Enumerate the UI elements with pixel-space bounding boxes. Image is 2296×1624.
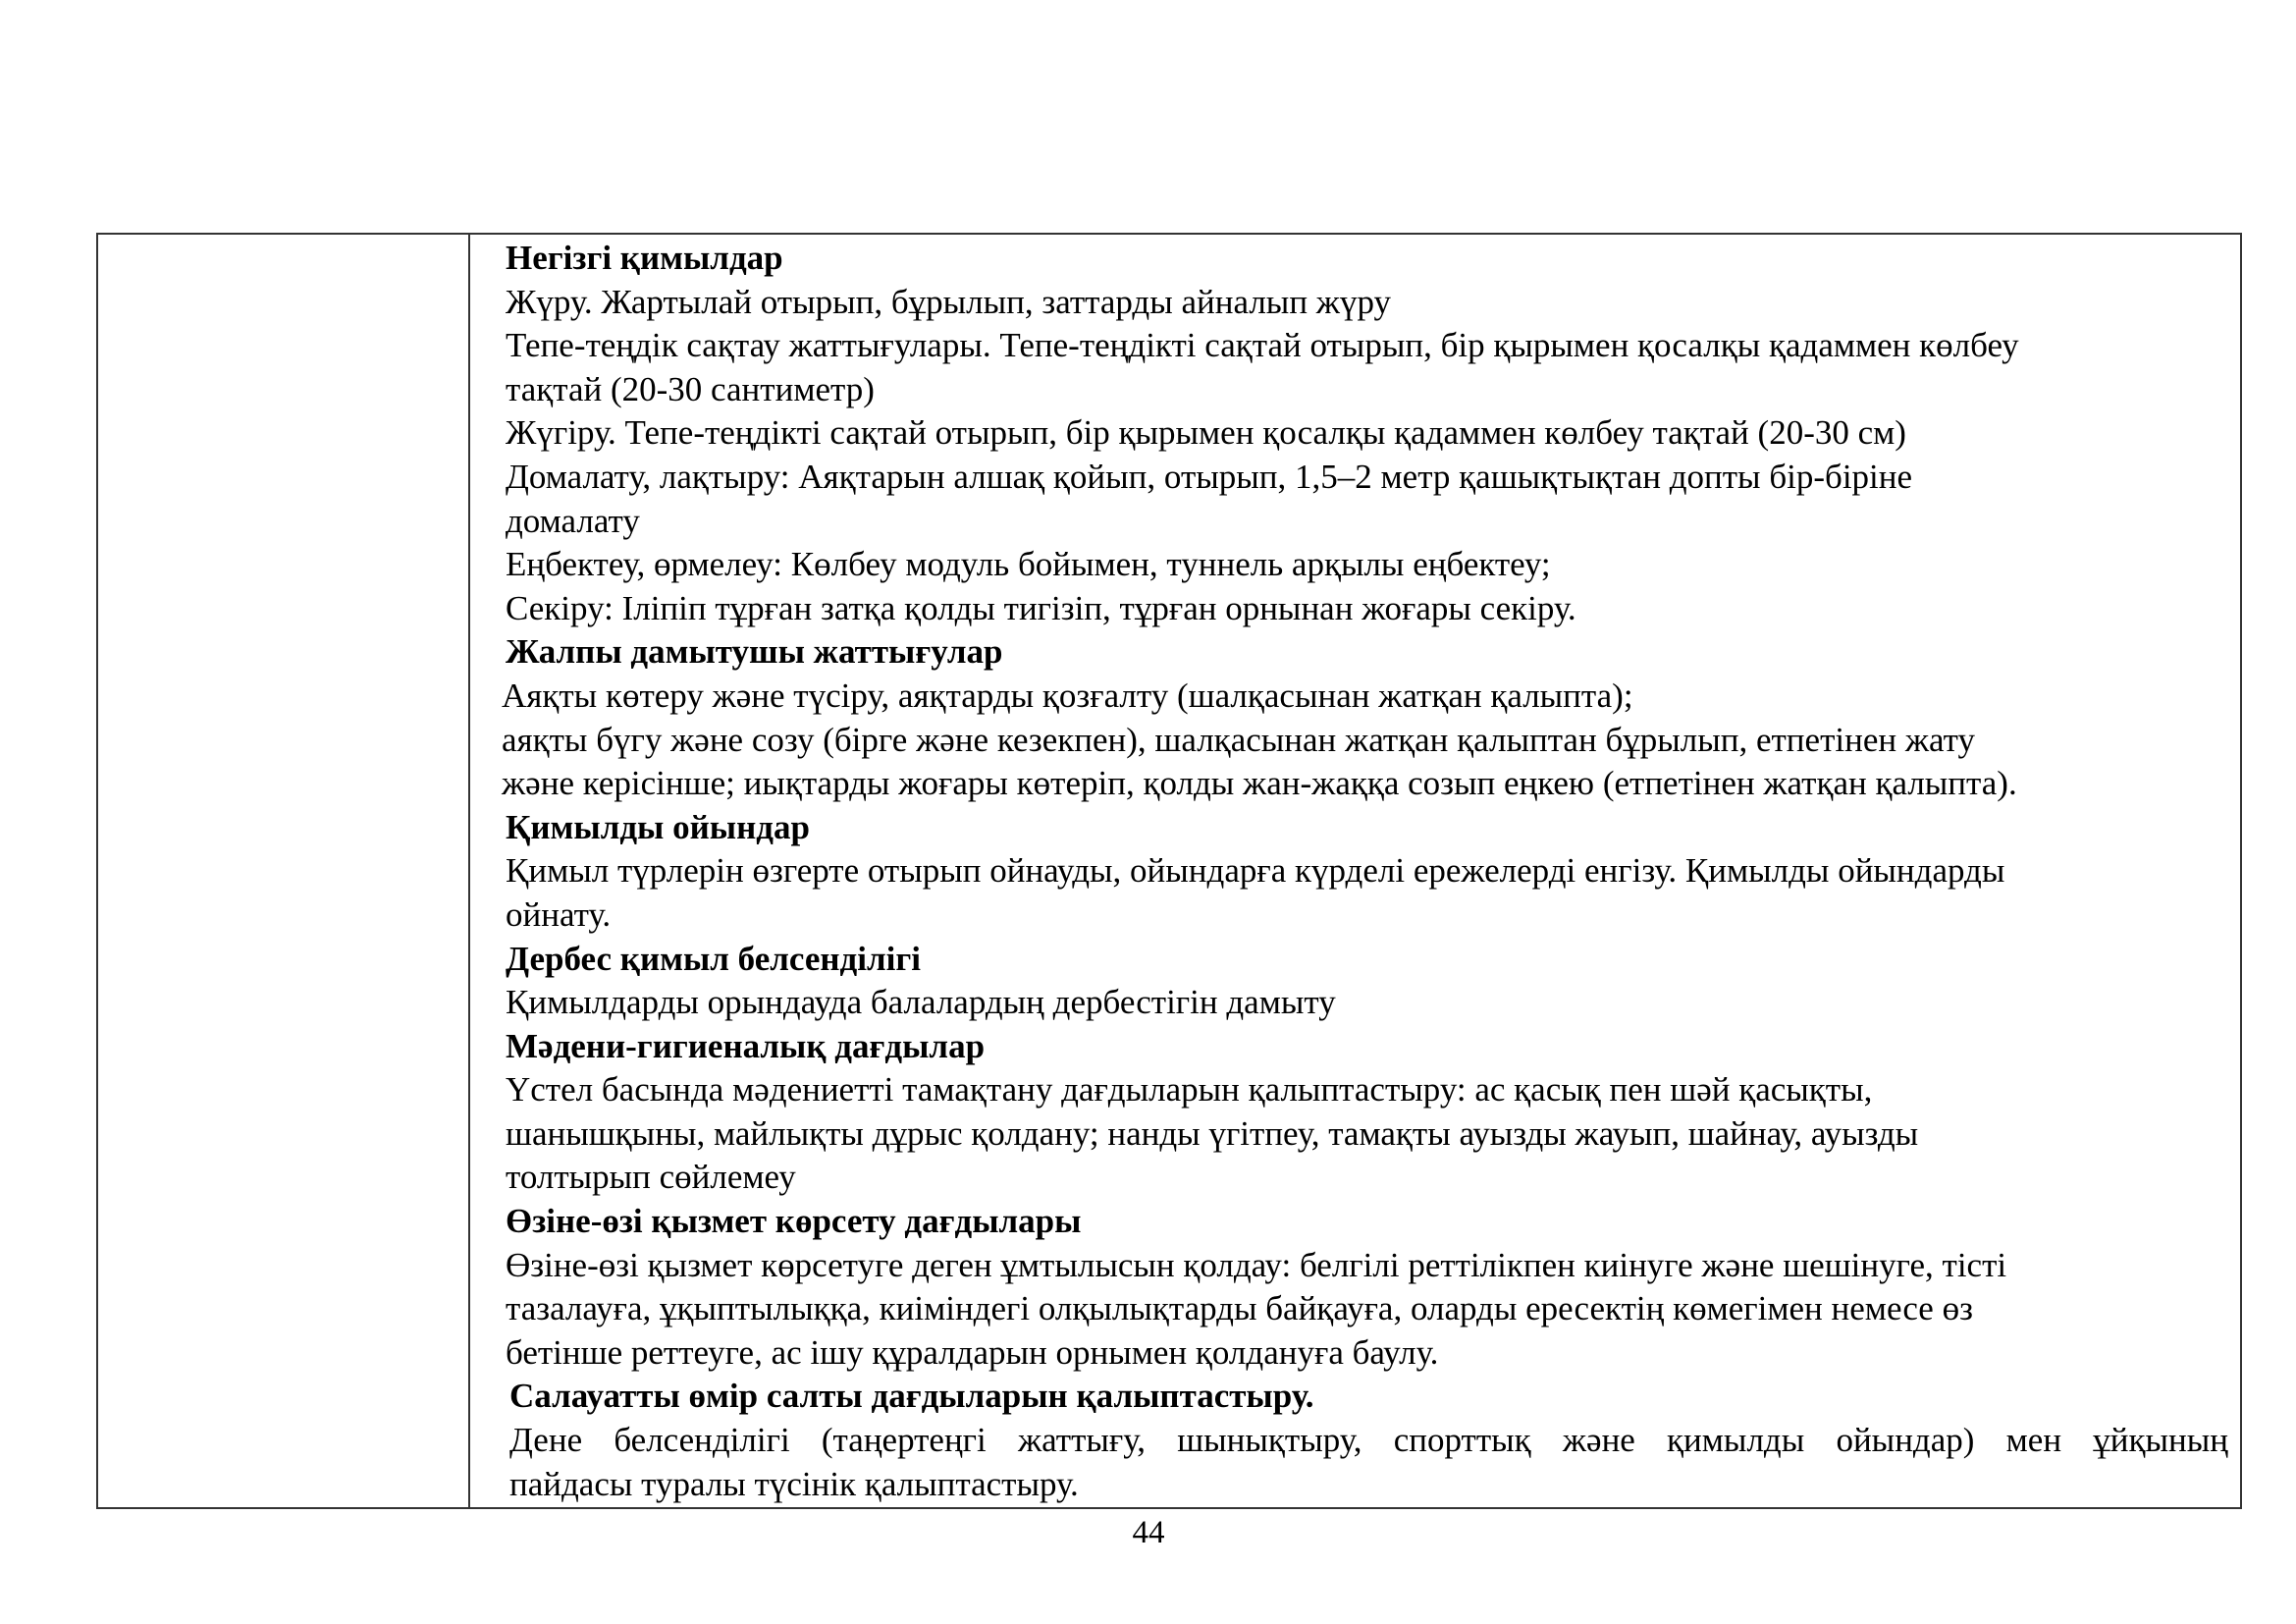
- section-heading: Салауатты өмір салты дағдыларын қалыптастыру.: [509, 1377, 1314, 1416]
- text-line: толтырып сөйлемеу: [506, 1158, 796, 1197]
- text-line: және керісінше; иықтарды жоғары көтеріп, қолды жан-жаққа созып еңкею (етпетінен жатқан қалыпта).: [502, 764, 2017, 803]
- text-line: Үстел басында мәдениетті тамақтану дағдыларын қалыптастыру: ас қасық пен шәй қасықты,: [506, 1070, 1873, 1110]
- text-line: Аяқты көтеру және түсіру, аяқтарды қозғалту (шалқасынан жатқан қалыпта);: [502, 676, 1633, 715]
- text-line: бетінше реттеуге, ас ішу құралдарын орнымен қолдануға баулу.: [506, 1332, 1439, 1372]
- content-table: [96, 233, 2242, 1509]
- text-line: Секіру: Іліпіп тұрған затқа қолды тигізіп, тұрған орнынан жоғары секіру.: [506, 588, 1576, 627]
- text-line: аяқты бүгу және созу (бірге және кезекпен), шалқасынан жатқан қалыптан бұрылып, етпетінен жату: [502, 720, 1975, 759]
- text-line: Тепе-теңдік сақтау жаттығулары. Тепе-теңдікті сақтай отырып, бір қырымен қосалқы қадаммен көлбеу: [506, 326, 2019, 365]
- cell-content: [502, 237, 2228, 1506]
- text-line: Жүгіру. Тепе-теңдікті сақтай отырып, бір қырымен қосалқы қадаммен көлбеу тақтай (20-30 см): [506, 413, 1906, 453]
- text-line: Дене белсенділігі (таңертеңгі жаттығу, шынықтыру, спорттық және қимылды ойындар) мен ұйқының: [509, 1421, 2228, 1460]
- page-number: 44: [1132, 1515, 1165, 1550]
- section-heading: Қимылды ойындар: [506, 807, 810, 846]
- section-heading: Мәдени-гигиеналық дағдылар: [506, 1026, 986, 1065]
- text-line: Еңбектеу, өрмелеу: Көлбеу модуль бойымен, туннель арқылы еңбектеу;: [506, 545, 1551, 584]
- section-heading: Жалпы дамытушы жаттығулар: [506, 632, 1003, 672]
- text-line: Қимыл түрлерін өзгерте отырып ойнауды, ойындарға күрделі ережелерді енгізу. Қимылды ойындарды: [506, 851, 2005, 891]
- table-left-cell-empty: [98, 235, 470, 1507]
- text-line: Қимылдарды орындауда балалардың дербестігін дамыту: [506, 983, 1336, 1022]
- text-line: Өзіне-өзі қызмет көрсетуге деген ұмтылысын қолдау: белгілі реттілікпен киінуге және шешінуге, тісті: [506, 1245, 2007, 1284]
- text-line: Домалату, лақтыру: Аяқтарын алшақ қойып, отырып, 1,5–2 метр қашықтықтан допты бір-біріне: [506, 457, 1913, 496]
- text-line: ойнату.: [506, 894, 612, 934]
- section-heading: Дербес қимыл белсенділігі: [506, 939, 921, 978]
- text-line: Жүру. Жартылай отырып, бұрылып, заттарды айналып жүру: [506, 282, 1392, 321]
- text-line: шанышқыны, майлықты дұрыс қолдану; нанды үгітпеу, тамақты ауызды жауып, шайнау, ауызды: [506, 1113, 1919, 1153]
- text-line: тақтай (20-30 сантиметр): [506, 369, 875, 408]
- text-line: домалату: [506, 501, 640, 540]
- text-line: пайдасы туралы түсінік қалыптастыру.: [509, 1464, 1079, 1503]
- text-line: тазалауға, ұқыптылыққа, киіміндегі олқылықтарды байқауға, оларды ересектің көмегімен немесе өз: [506, 1289, 1973, 1328]
- section-heading: Негізгі қимылдар: [506, 239, 783, 277]
- table-right-cell: [472, 235, 2240, 1507]
- section-heading: Өзіне-өзі қызмет көрсету дағдылары: [506, 1202, 1082, 1241]
